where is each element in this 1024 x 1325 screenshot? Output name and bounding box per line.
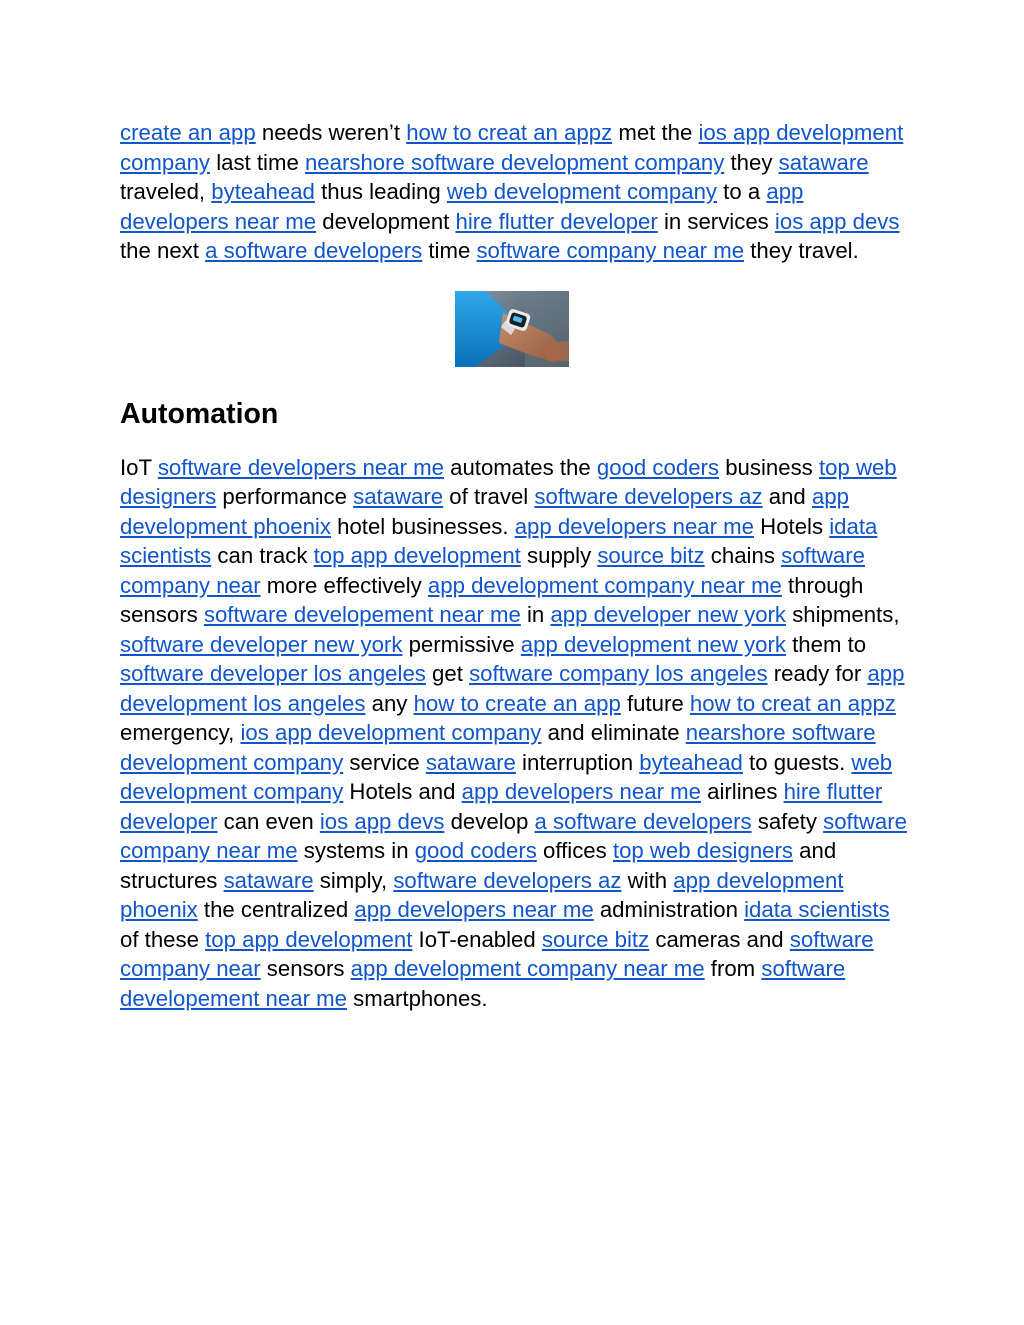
body-text: in	[520, 602, 551, 627]
inline-link[interactable]: software company near me	[476, 238, 745, 263]
body-text: systems in	[297, 838, 415, 863]
inline-link[interactable]: a software developers	[205, 238, 423, 263]
body-text: and eliminate	[541, 720, 686, 745]
body-text: airlines	[700, 779, 784, 804]
body-text: time	[422, 238, 477, 263]
body-text: chains	[704, 543, 782, 568]
body-text: offices	[536, 838, 613, 863]
inline-link[interactable]: sataware	[778, 149, 869, 175]
inline-link[interactable]: top web designers	[612, 838, 793, 863]
inline-link[interactable]: how to creat an appz	[406, 120, 613, 145]
inline-link[interactable]: app development new york	[520, 631, 786, 657]
body-text: can even	[217, 808, 320, 834]
body-text: develop	[444, 808, 535, 834]
automation-paragraph	[120, 453, 910, 1014]
body-text: simply,	[313, 867, 394, 893]
inline-link[interactable]: app development phoenix	[120, 867, 844, 922]
body-text: smartphones.	[346, 985, 488, 1011]
body-text: Hotels and	[343, 779, 462, 804]
figure	[120, 291, 910, 367]
body-text: development	[316, 208, 456, 234]
body-text: met the	[612, 120, 699, 145]
inline-link[interactable]: software developers az	[393, 867, 622, 893]
body-text: IoT	[120, 454, 158, 480]
inline-link[interactable]: ios app development company	[120, 120, 904, 175]
body-text: emergency,	[120, 720, 241, 745]
body-text: hotel businesses.	[330, 513, 515, 539]
inline-link[interactable]: software developers az	[534, 484, 763, 509]
body-text: ready for	[767, 661, 868, 686]
inline-link[interactable]: app developers near me	[461, 779, 701, 804]
body-text: the next	[120, 238, 206, 263]
body-text: future	[620, 690, 690, 716]
body-text: from	[704, 956, 762, 981]
inline-link[interactable]: software company near me	[120, 808, 907, 863]
inline-link[interactable]: sataware	[223, 867, 314, 893]
body-text: permissive	[402, 631, 521, 657]
inline-link[interactable]: good coders	[596, 454, 720, 480]
inline-link[interactable]: nearshore software development company	[304, 149, 725, 175]
inline-link[interactable]: top app development	[205, 926, 413, 952]
body-text: safety	[751, 808, 824, 834]
smartwatch-photo	[455, 291, 569, 367]
inline-link[interactable]: create an app	[120, 120, 256, 145]
body-text: performance	[216, 484, 354, 509]
body-text: sensors	[260, 956, 351, 981]
inline-link[interactable]: software company los angeles	[469, 661, 768, 686]
inline-link[interactable]: how to create an app	[413, 690, 621, 716]
body-text: get	[425, 661, 470, 686]
inline-link[interactable]: software developers near me	[157, 454, 444, 480]
body-text: they travel.	[744, 238, 859, 263]
inline-link[interactable]: web development company	[120, 749, 893, 804]
inline-link[interactable]: hire flutter developer	[120, 779, 883, 834]
inline-link[interactable]: byteahead	[211, 179, 315, 204]
inline-link[interactable]: hire flutter developer	[455, 208, 658, 234]
inline-link[interactable]: idata scientists	[744, 897, 890, 922]
inline-link[interactable]: app developers near me	[120, 179, 804, 234]
body-text: and structures	[120, 838, 837, 893]
section-heading: Automation	[120, 397, 279, 430]
body-text: shipments,	[786, 602, 900, 627]
body-text: Hotels	[754, 513, 830, 539]
inline-link[interactable]: good coders	[414, 838, 537, 863]
body-text: last time	[210, 149, 305, 175]
body-text: to guests.	[742, 749, 852, 775]
inline-link[interactable]: software company near	[120, 926, 874, 981]
document-page	[120, 118, 910, 1013]
inline-link[interactable]: source bitz	[541, 926, 650, 952]
body-text: IoT-enabled	[412, 926, 542, 952]
body-text: and	[762, 484, 812, 509]
inline-link[interactable]: a software developers	[534, 808, 752, 834]
body-text: more effectively	[260, 572, 428, 598]
body-text: to a	[717, 179, 767, 204]
inline-link[interactable]: app developers near me	[514, 513, 755, 539]
intro-paragraph	[120, 118, 910, 266]
body-text: them to	[785, 631, 867, 657]
inline-link[interactable]: source bitz	[597, 543, 705, 568]
inline-link[interactable]: software developer new york	[120, 631, 403, 657]
inline-link[interactable]: web development company	[446, 179, 718, 204]
inline-link[interactable]: byteahead	[639, 749, 743, 775]
body-text: of these	[120, 926, 206, 952]
body-text: thus leading	[314, 179, 447, 204]
inline-link[interactable]: sataware	[425, 749, 516, 775]
inline-link[interactable]: software company near	[120, 543, 865, 598]
body-text: in services	[657, 208, 775, 234]
body-text: traveled,	[120, 179, 212, 204]
body-text: with	[621, 867, 674, 893]
body-text: supply	[520, 543, 598, 568]
inline-link[interactable]: ios app development company	[240, 720, 542, 745]
inline-link[interactable]: ios app devs	[319, 808, 445, 834]
body-text: needs weren’t	[255, 120, 407, 145]
inline-link[interactable]: sataware	[353, 484, 444, 509]
body-text: administration	[593, 897, 745, 922]
inline-link[interactable]: software developement near me	[120, 956, 846, 1011]
body-text: cameras and	[649, 926, 790, 952]
inline-link[interactable]: app development company near me	[350, 956, 705, 981]
inline-link[interactable]: how to creat an appz	[689, 690, 896, 716]
body-text: can track	[211, 543, 314, 568]
body-text: business	[719, 454, 819, 480]
body-text: the centralized	[197, 897, 355, 922]
inline-link[interactable]: app development los angeles	[120, 661, 905, 716]
inline-link[interactable]: app development phoenix	[120, 484, 849, 539]
inline-link[interactable]: idata scientists	[120, 513, 878, 568]
body-text: of travel	[443, 484, 535, 509]
body-text: interruption	[515, 749, 640, 775]
inline-link[interactable]: ios app devs	[774, 208, 900, 234]
inline-link[interactable]: app development company near me	[427, 572, 782, 598]
body-text: they	[724, 149, 779, 175]
body-text: any	[365, 690, 414, 716]
inline-link[interactable]: nearshore software development company	[120, 720, 876, 775]
inline-link[interactable]: software developement near me	[203, 602, 521, 627]
inline-link[interactable]: app developer new york	[550, 602, 787, 627]
inline-link[interactable]: app developers near me	[354, 897, 594, 922]
body-text: service	[343, 749, 426, 775]
inline-link[interactable]: top app development	[313, 543, 521, 568]
inline-link[interactable]: software developer los angeles	[120, 661, 426, 686]
body-text: automates the	[443, 454, 597, 480]
inline-link[interactable]: top web designers	[120, 454, 897, 509]
body-text: through sensors	[120, 572, 864, 627]
